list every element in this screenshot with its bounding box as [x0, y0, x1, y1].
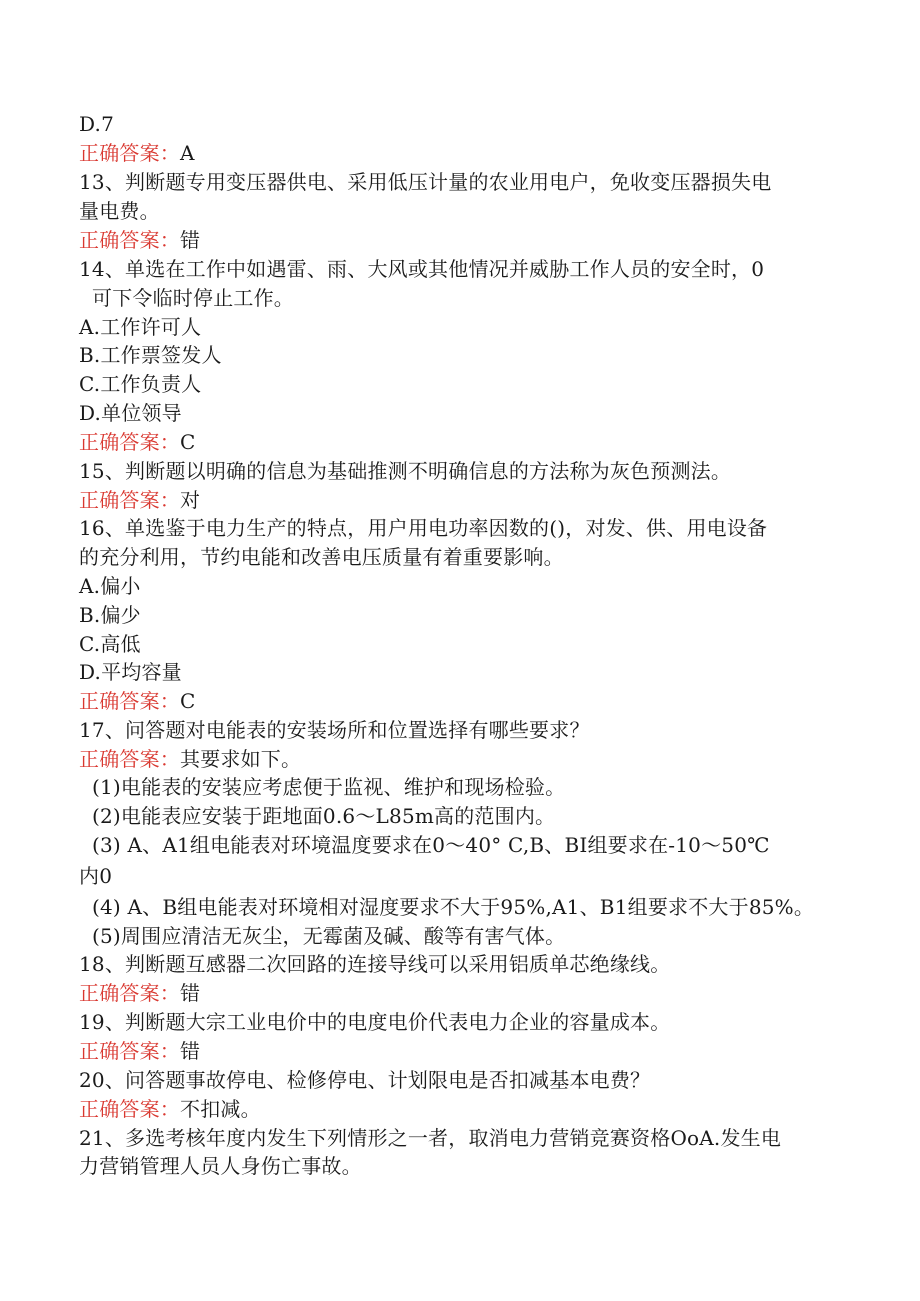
answer-line: [79, 687, 196, 715]
answer-value: 错: [180, 228, 201, 252]
question-line: 可下令临时停止工作。: [92, 286, 294, 310]
question-line: 19、判断题大宗工业电价中的电度电价代表电力企业的容量成本。: [79, 1010, 671, 1034]
option-line: D.平均容量: [79, 660, 182, 684]
option-line: B.工作票签发人: [79, 343, 222, 367]
requirement-line: (3) A、A1组电能表对环境温度要求在0～40° C,B、BI组要求在-10～50℃: [92, 833, 770, 857]
answer-label: 正确答案：: [79, 1039, 180, 1063]
requirement-line: 内0: [79, 864, 113, 888]
question-line: 17、问答题对电能表的安装场所和位置选择有哪些要求？: [79, 718, 590, 742]
option-line: D.7: [79, 112, 115, 136]
answer-label: 正确答案：: [79, 1097, 180, 1121]
answer-label: 正确答案：: [79, 981, 180, 1005]
answer-line: [79, 1037, 200, 1065]
question-line: 力营销管理人员人身伤亡事故。: [79, 1154, 362, 1178]
answer-value: 错: [180, 1039, 201, 1063]
question-line: 15、判断题以明确的信息为基础推测不明确信息的方法称为灰色预测法。: [79, 459, 732, 483]
question-line: 量电费。: [79, 199, 160, 223]
option-line: D.单位领导: [79, 401, 182, 425]
question-line: 14、单选在工作中如遇雷、雨、大风或其他情况并威胁工作人员的安全时，0: [79, 257, 765, 281]
question-line: 21、多选考核年度内发生下列情形之一者，取消电力营销竞赛资格OoA.发生电: [79, 1126, 782, 1150]
answer-line: [79, 486, 200, 514]
question-line: 16、单选鉴于电力生产的特点，用户用电功率因数的()，对发、供、用电设备: [79, 516, 768, 540]
requirement-line: (5)周围应清洁无灰尘，无霉菌及碱、酸等有害气体。: [92, 924, 566, 948]
answer-label: 正确答案：: [79, 689, 180, 713]
question-line: 18、判断题互感器二次回路的连接导线可以采用铝质单芯绝缘线。: [79, 952, 671, 976]
answer-value: C: [180, 689, 196, 713]
answer-label: 正确答案：: [79, 228, 180, 252]
answer-label: 正确答案：: [79, 488, 180, 512]
answer-value: 其要求如下。: [180, 747, 302, 771]
answer-line: [79, 226, 200, 254]
question-line: 的充分利用，节约电能和改善电压质量有着重要影响。: [79, 545, 564, 569]
answer-line: [79, 745, 301, 773]
answer-value: 错: [180, 981, 201, 1005]
answer-label: 正确答案：: [79, 141, 180, 165]
answer-line: [79, 979, 200, 1007]
option-line: C.工作负责人: [79, 372, 202, 396]
answer-line: [79, 139, 195, 167]
requirement-line: (1)电能表的安装应考虑便于监视、维护和现场检验。: [92, 775, 566, 799]
answer-label: 正确答案：: [79, 430, 180, 454]
option-line: A.工作许可人: [79, 315, 202, 339]
answer-line: [79, 428, 196, 456]
question-line: 20、问答题事故停电、检修停电、计划限电是否扣减基本电费？: [79, 1068, 651, 1092]
answer-value: 对: [180, 488, 201, 512]
answer-value: 不扣减。: [180, 1097, 261, 1121]
requirement-line: (4) A、B组电能表对环境相对湿度要求不大于95%,A1、B1组要求不大于85%。: [92, 895, 815, 919]
answer-label: 正确答案：: [79, 747, 180, 771]
option-line: A.偏小: [79, 574, 141, 598]
question-line: 13、判断题专用变压器供电、采用低压计量的农业用电户，免收变压器损失电: [79, 170, 772, 194]
answer-value: A: [180, 141, 195, 165]
option-line: B.偏少: [79, 603, 141, 627]
requirement-line: (2)电能表应安装于距地面0.6～L85m高的范围内。: [92, 804, 556, 828]
answer-line: [79, 1095, 261, 1123]
option-line: C.高低: [79, 632, 141, 656]
answer-value: C: [180, 430, 196, 454]
